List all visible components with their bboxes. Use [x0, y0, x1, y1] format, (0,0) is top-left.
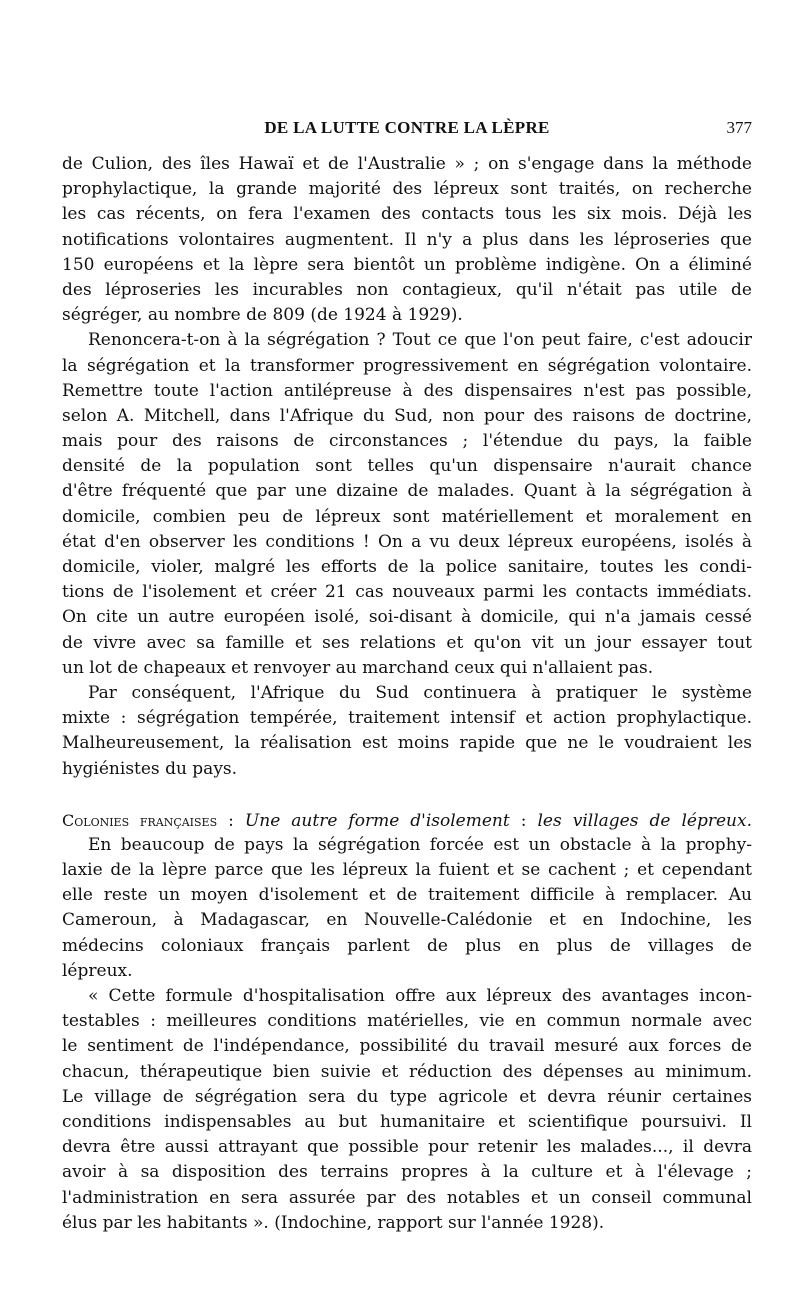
text-line: densité de la population sont telles qu'un dispensaire n'aurait chance: [62, 456, 752, 477]
text-line: élus par les habitants ». (Indochine, rapport sur l'année 1928).: [62, 1212, 605, 1233]
text-line: avoir à sa disposition des terrains propres à la culture et à l'élevage ;: [62, 1162, 752, 1183]
text-line: mixte : ségrégation tempérée, traitement intensif et action prophylactique.: [62, 708, 752, 729]
text-line: Le village de ségrégation sera du type agricole et devra réunir certaines: [62, 1086, 752, 1107]
text-line: des léproseries les incurables non contagieux, qu'il n'était pas utile de: [62, 279, 752, 300]
text-line: laxie de la lèpre parce que les lépreux la fuient et se cachent ; et cependant: [62, 860, 752, 881]
text-line: d'être fréquenté que par une dizaine de malades. Quant à la ségrégation à: [62, 481, 752, 502]
text-line: domicile, combien peu de lépreux sont matériellement et moralement en: [62, 506, 752, 527]
paragraph-1: [62, 152, 752, 328]
text-line: les cas récents, on fera l'examen des contacts tous les six mois. Déjà les: [62, 204, 752, 225]
text-line: 150 européens et la lèpre sera bientôt un problème indigène. On a éliminé: [62, 254, 752, 275]
paragraph-5-quote: [62, 984, 752, 1236]
paragraph-4: [62, 833, 752, 984]
paragraph-3: [62, 681, 752, 782]
text-line: Remettre toute l'action antilépreuse à des dispensaires n'est pas possible,: [62, 380, 752, 401]
text-line: chacun, thérapeutique bien suivie et réduction des dépenses au minimum.: [62, 1061, 752, 1082]
section-subtitle: les villages de lépreux.: [537, 810, 752, 831]
running-title: DE LA LUTTE CONTRE LA LÈPRE: [264, 118, 550, 137]
page-body: [62, 152, 752, 1236]
text-line: ségréger, au nombre de 809 (de 1924 à 1929).: [62, 305, 463, 326]
text-line: hygiénistes du pays.: [62, 758, 238, 779]
text-line: On cite un autre européen isolé, soi-disant à domicile, qui n'a jamais cessé: [62, 607, 752, 628]
text-line: « Cette formule d'hospitalisation offre aux lépreux des avantages incon-: [88, 986, 752, 1006]
section-separator: :: [217, 810, 245, 831]
text-line: domicile, violer, malgré les efforts de la police sanitaire, toutes les condi-: [62, 557, 752, 577]
text-line: elle reste un moyen d'isolement et de traitement difficile à remplacer. Au: [62, 885, 752, 906]
section-separator-2: :: [509, 810, 538, 831]
section-label: Colonies françaises: [62, 810, 218, 830]
section-heading: [62, 808, 752, 833]
text-line: notifications volontaires augmentent. Il n'y a plus dans les léproseries que: [62, 229, 752, 250]
text-line: médecins coloniaux français parlent de plus en plus de villages de: [62, 935, 752, 956]
page-number: 377: [726, 118, 752, 137]
text-line: selon A. Mitchell, dans l'Afrique du Sud, non pour des raisons de doctrine,: [62, 405, 752, 426]
text-line: Renoncera-t-on à la ségrégation ? Tout ce que l'on peut faire, c'est adoucir: [88, 330, 752, 351]
text-line: le sentiment de l'indépendance, possibilité du travail mesuré aux forces de: [62, 1036, 752, 1057]
text-line: devra être aussi attrayant que possible pour retenir les malades..., il devra: [62, 1137, 752, 1158]
text-line: testables : meilleures conditions matérielles, vie en commun normale avec: [62, 1011, 752, 1032]
text-line: de Culion, des îles Hawaï et de l'Australie » ; on s'engage dans la méthode: [62, 154, 752, 174]
text-line: état d'en observer les conditions ! On a vu deux lépreux européens, isolés à: [62, 531, 752, 552]
text-line: prophylactique, la grande majorité des lépreux sont traités, on recherche: [62, 179, 752, 200]
text-line: un lot de chapeaux et renvoyer au marchand ceux qui n'allaient pas.: [62, 657, 654, 678]
paragraph-2: [62, 328, 752, 681]
text-line: de vivre avec sa famille et ses relations et qu'on vit un jour essayer tout: [62, 632, 752, 653]
text-line: En beaucoup de pays la ségrégation forcée est un obstacle à la prophy-: [88, 834, 752, 855]
text-line: Malheureusement, la réalisation est moins rapide que ne le voudraient les: [62, 733, 752, 754]
text-line: Par conséquent, l'Afrique du Sud continuera à pratiquer le système: [88, 682, 752, 703]
text-line: Cameroun, à Madagascar, en Nouvelle-Calédonie et en Indochine, les: [62, 910, 752, 931]
section-gap: [62, 782, 752, 808]
text-line: conditions indispensables au but humanitaire et scientifique poursuivi. Il: [62, 1111, 752, 1132]
text-line: mais pour des raisons de circonstances ; l'étendue du pays, la faible: [62, 431, 752, 452]
text-line: lépreux.: [62, 960, 133, 981]
text-line: tions de l'isolement et créer 21 cas nouveaux parmi les contacts immédiats.: [62, 582, 752, 603]
page-header: [62, 118, 752, 142]
section-title: Une autre forme d'isolement: [244, 810, 510, 831]
text-line: l'administration en sera assurée par des notables et un conseil communal: [62, 1187, 752, 1208]
text-line: la ségrégation et la transformer progressivement en ségrégation volontaire.: [62, 355, 752, 376]
